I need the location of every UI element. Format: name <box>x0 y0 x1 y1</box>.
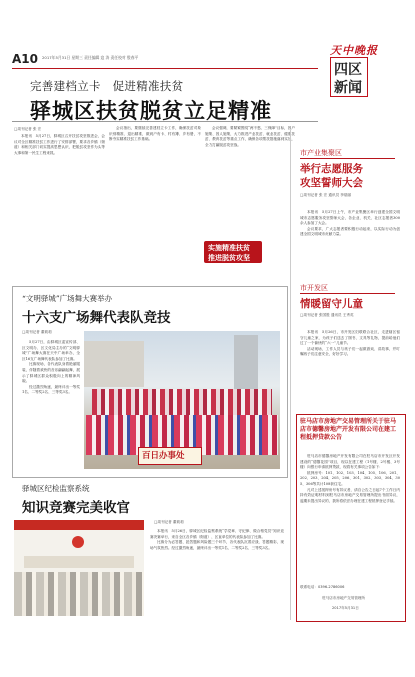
sidebar-1-byline: □周刊记者 张 宏 通讯员 李瑞丽 <box>300 193 352 197</box>
plaza-paragraph-1: 5月27日，由驿城区委宣传部、区文明办、区文化局主办的“文明驿城”广场舞大赛在天中广场举办，全区16支广场舞代表队参加了比赛。 <box>22 340 80 361</box>
sidebar-2-paragraph-2: 活动现场，工作人员与孩子们一起做游戏、讲故事，并叮嘱孩子们注意安全，好好学习。 <box>300 346 400 357</box>
sidebar-2-body <box>300 330 400 410</box>
lead-rule <box>12 121 318 122</box>
school-kicker: 驿城区纪检监察系统 <box>22 484 90 493</box>
notice-body <box>300 454 400 580</box>
lead-kicker: 完善建档立卡 促进精准扶贫 <box>30 79 184 93</box>
lead-paragraph-3: 会议强调，要紧紧围绕“两不愁、三保障”目标，因户施策、因人施策，大力推进产业扶贫、就业扶贫、健康扶贫、教育扶贫等重点工作，确保各项帮扶措施落到实处，全力打赢脱贫攻坚战。 <box>205 126 295 147</box>
sidebar-1-headline-line-2: 攻坚誓师大会 <box>300 177 363 189</box>
plaza-headline: 十六支广场舞代表队竞技 <box>22 310 171 326</box>
plaza-byline: □周刊记者 董莉莉 <box>22 330 52 334</box>
page-number: A10 <box>12 52 38 66</box>
notice-paragraph-2: 抵押房号：101、102、103、104、105、106、201、202、203、204、205、206、301、302、303、304、305、306等共计108套住宅。 <box>300 470 400 486</box>
sidebar-1-paragraph-2: 会议要求，广大志愿者要积极行动起来，以实际行动为创建全国文明城市贡献力量。 <box>300 226 400 237</box>
notice-contact: 联系电话：0396-2786006 <box>300 585 345 589</box>
notice-date: 2017年5月31日 <box>332 606 359 610</box>
photo-podium <box>24 556 134 568</box>
plaza-body <box>22 340 80 472</box>
brand-logo: 天中晚报 <box>330 44 378 57</box>
photo-buildings <box>84 341 144 387</box>
sidebar-2-byline: □周刊记者 张国胜 通讯员 王秀英 <box>300 313 354 317</box>
date-line: 2017年5月31日 星期三 责任编辑 寇 涛 责任校对 殷春平 <box>42 55 139 60</box>
plaza-paragraph-3: 经过激烈角逐，最终评出一等奖1名、二等奖2名、三等奖3名。 <box>22 384 80 395</box>
pull-quote-line-2: 推进脱贫攻坚 <box>208 254 250 262</box>
section-label-1: 四区 <box>334 62 362 78</box>
notice-signer: 驻马店市房地产交易管理所 <box>322 596 366 600</box>
photo-banner <box>14 520 144 530</box>
meeting-photo <box>14 520 144 616</box>
lead-body-col3 <box>205 126 295 236</box>
school-body <box>150 529 284 617</box>
photo-audience <box>14 572 144 616</box>
sidebar-2-paragraph-1: 本报讯 5月26日，市开发区妇联联合社区，走进辖区留守儿童之家，为孩子们送去了图书、文具等礼物，提前给他们过了一个愉快的“六一”儿童节。 <box>300 330 400 346</box>
lead-paragraph-2: 会议指出，要继续完善建档立卡工作，确保扶贫对象识别精准、退出精准，做到户有卡、村有簿、乡有册，不断夯实精准扶贫工作基础。 <box>109 126 201 142</box>
sidebar-1-label: 市产业集聚区 <box>300 149 342 157</box>
header-rule <box>12 68 318 69</box>
lead-paragraph-1: 本报讯 5月27日，驿城区召开扶贫攻坚推进会，会议对全区精准扶贫工作进行了安排部署，要求各乡镇（街道）和相关部门切实提高思想认识，把脱贫攻坚作为头等大事和第一民生工程来抓。 <box>14 134 105 155</box>
plaza-kicker: “文明驿城”广场舞大赛举办 <box>22 294 113 303</box>
pull-quote-line-1: 实施精准扶贫 <box>208 244 250 252</box>
lead-body-col1 <box>14 134 105 302</box>
notice-paragraph-1: 驻马店市德馨房地产开发有限公司在驻马店市开发区开发建设的“德馨花园”项目，现以在建工程（1号楼、2号楼、3号楼）向银行申请抵押贷款，现将有关事项公告如下： <box>300 454 400 470</box>
sidebar-2-rule <box>300 293 395 294</box>
sidebar-1-body <box>300 210 400 280</box>
section-label-2: 新闻 <box>334 80 362 96</box>
sidebar-1-paragraph-1: 本报讯 5月27日上午，市产业集聚区举行创建全国文明城市志愿服务攻坚誓师大会，各企业、机关、社区志愿者300余人参加了大会。 <box>300 210 400 226</box>
lead-headline: 驿城区扶贫脱贫立足精准 <box>30 98 272 123</box>
notice-paragraph-3: 凡对上述抵押房号有异议者，请自公告之日起7个工作日内持有效证明材料到驻马店市房地产交易管理所提出书面异议，逾期未提出异议的，我所将依法办理在建工程抵押登记手续。 <box>300 487 400 503</box>
school-headline: 知识竞赛完美收官 <box>22 500 130 516</box>
lead-byline: □周刊记者 张 宏 <box>14 127 42 131</box>
sidebar-divider <box>290 130 291 620</box>
school-byline: □周刊记者 董莉莉 <box>154 520 184 524</box>
school-paragraph-2: 比赛分为必答题、抢答题和风险题三个环节，各代表队沉着应战、答题精彩，现场气氛热烈。经过激烈角逐，最终评出一等奖1名、二等奖2名、三等奖3名。 <box>150 540 284 550</box>
sidebar-2-label: 市开发区 <box>300 284 328 292</box>
dance-photo <box>84 331 280 469</box>
photo-emblem <box>72 536 84 548</box>
lead-body-col2 <box>109 126 201 302</box>
school-paragraph-1: 本报讯 5月26日，驿城区纪检监察系统“学党章、守纪律、做合格党员”知识竞赛决赛举行，来自全区各乡镇（街道）、区直单位的代表队参加了比赛。 <box>150 529 284 539</box>
plaza-paragraph-2: 比赛现场，各代表队身着艳丽服装，伴随着欢快的音乐翩翩起舞，展示了驿城区群众积极向上的精神风貌。 <box>22 362 80 384</box>
notice-title: 驻马店市房地产交易管理所关于驻马店市德馨房地产开发有限公司在建工程抵押贷款公告 <box>300 418 397 441</box>
photo-title-text: 百日办事处 <box>142 451 185 461</box>
sidebar-2-headline: 情暖留守儿童 <box>300 298 363 310</box>
sidebar-1-headline-line-1: 举行志愿服务 <box>300 163 363 175</box>
sidebar-1-rule <box>300 158 395 159</box>
photo-tower <box>234 335 258 395</box>
